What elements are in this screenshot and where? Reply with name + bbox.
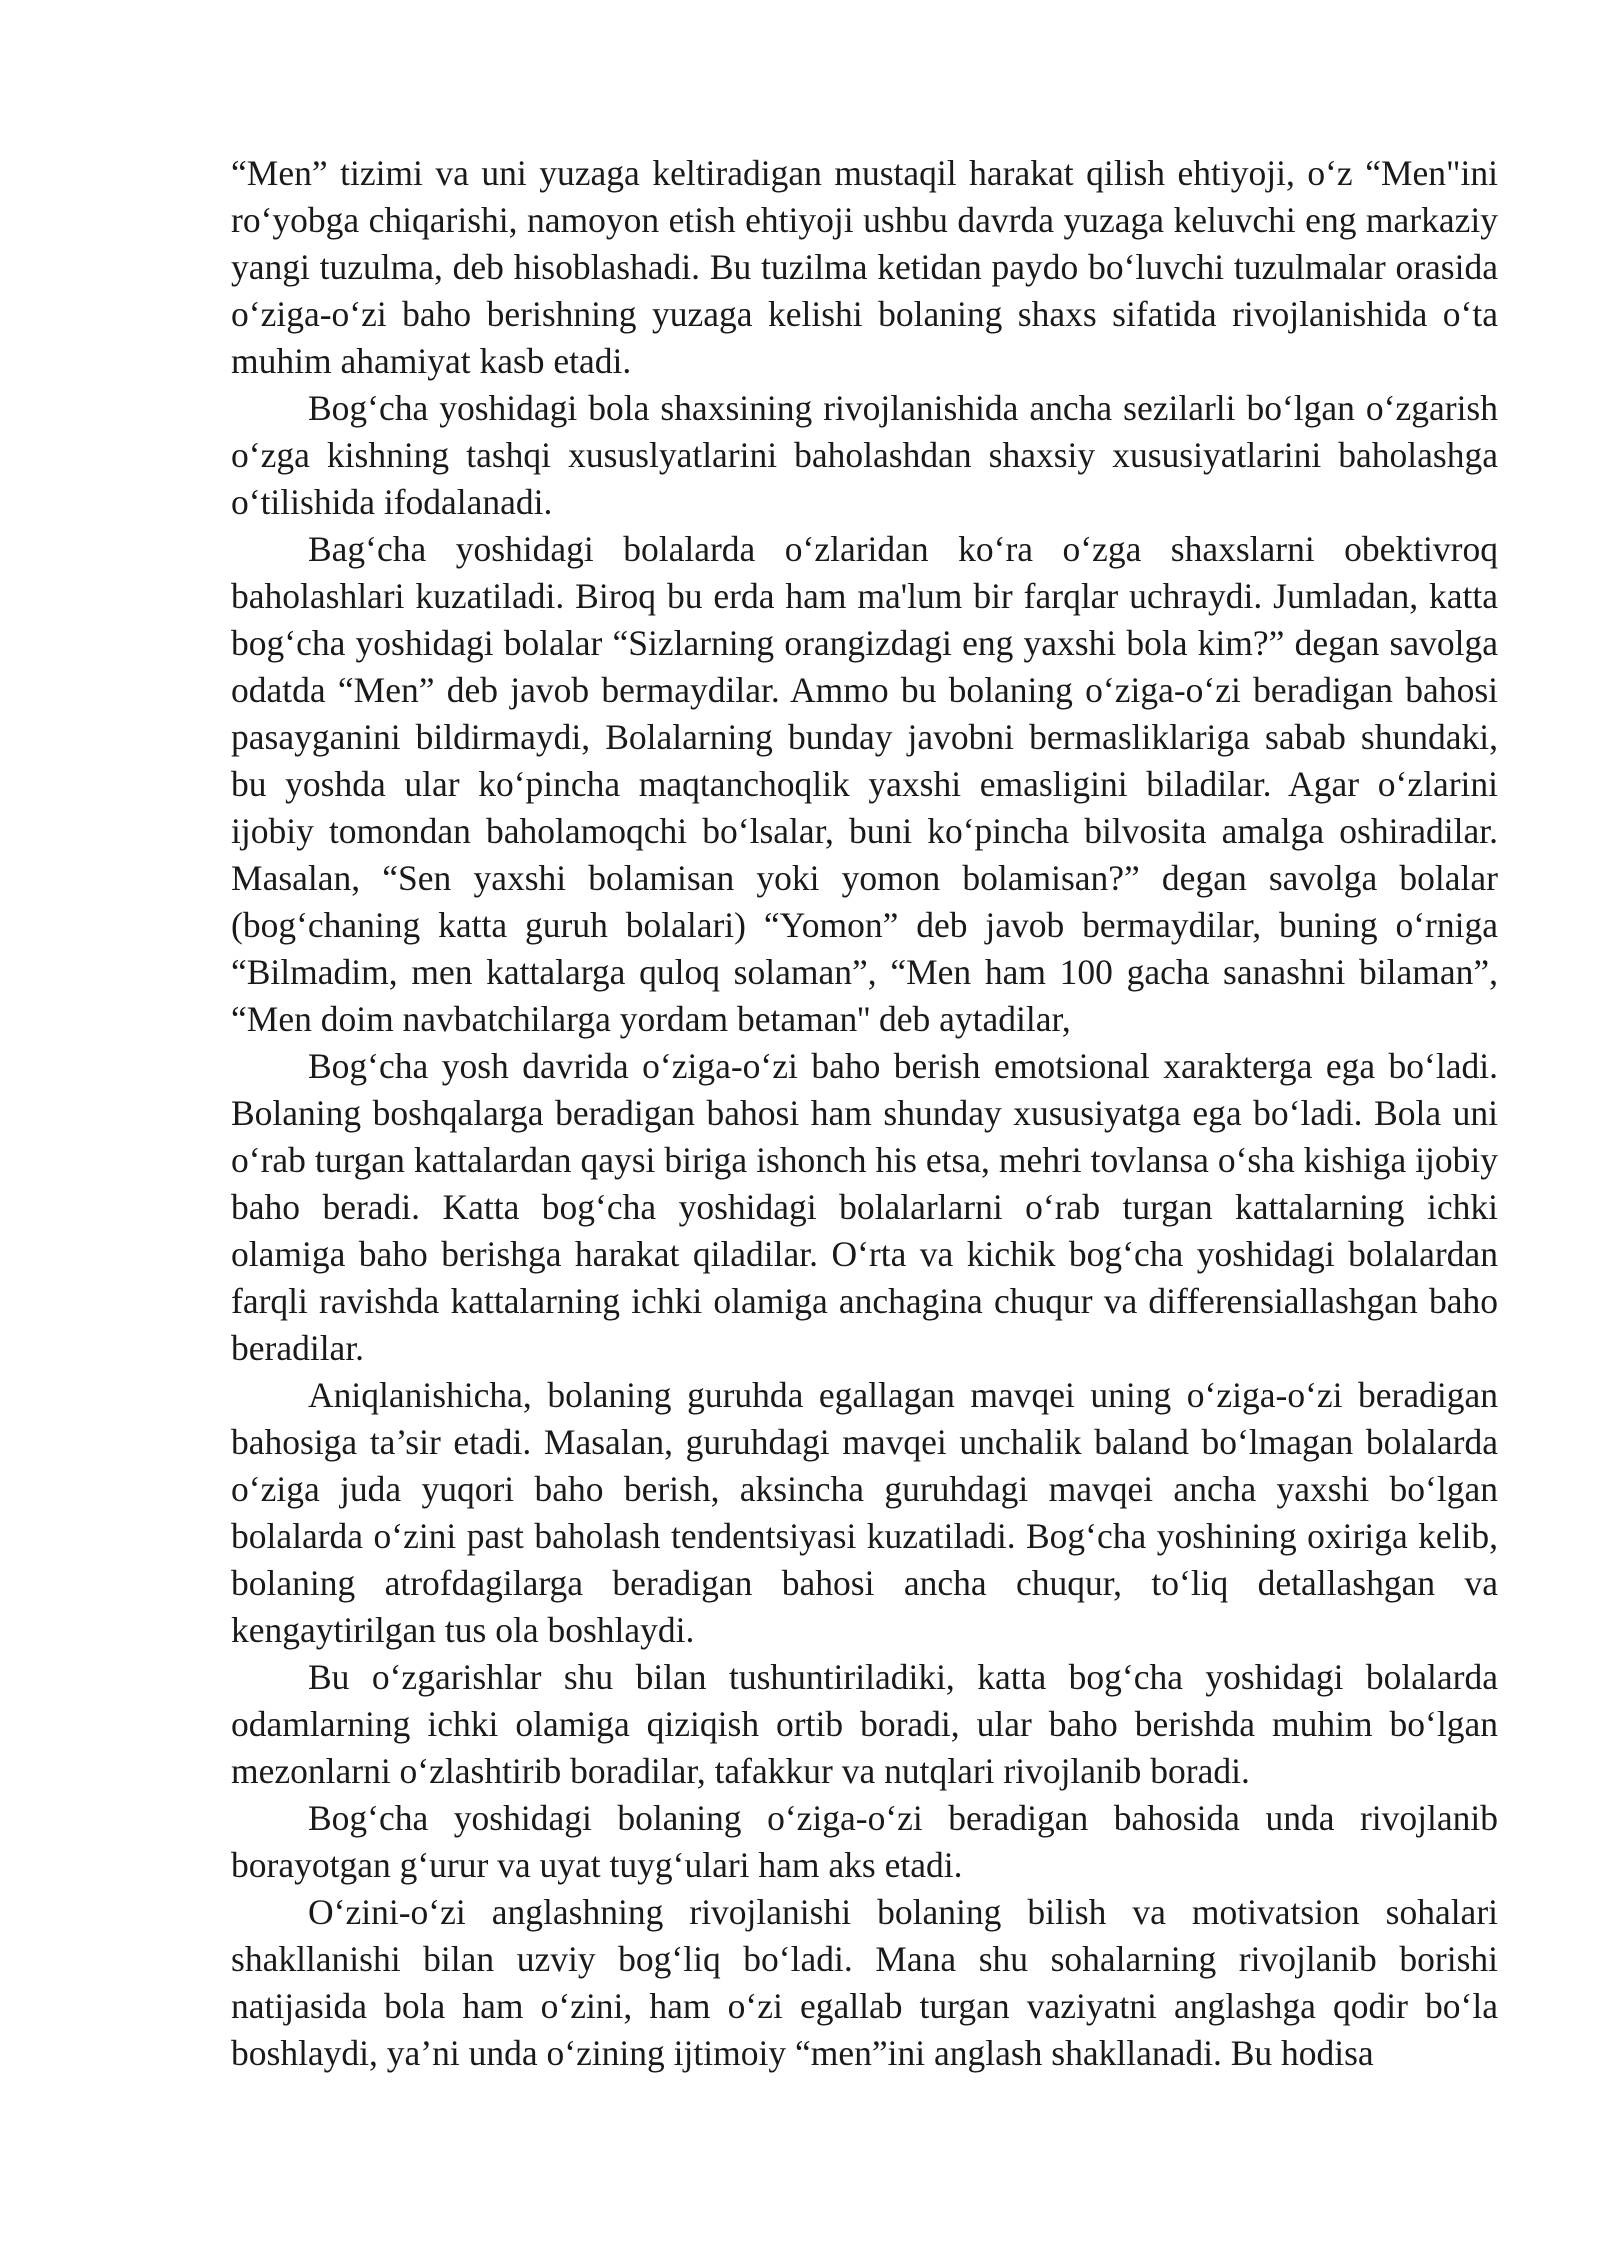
paragraph-8: O‘zini-o‘zi anglashning rivojlanishi bolaning bilish va motivatsion sohalari shakllanishi bilan uzviy bog‘liq bo‘ladi. Mana shu sohalarning rivojlanib borishi natijasida bola ham o‘zini, ham o‘zi egallab turgan vaziyatni anglashga qodir bo‘la boshlaydi, ya’ni unda o‘zining ijtimoiy “men”ini anglash shakllanadi. Bu hodisa — [231, 1892, 1498, 2073]
paragraph-3: Bag‘cha yoshidagi bolalarda o‘zlaridan ko‘ra o‘zga shaxslarni obektivroq baholashlari kuzatiladi. Biroq bu erda ham ma'lum bir farqlar uchraydi. Jumladan, katta bog‘cha yoshidagi bolalar “Sizlarning orangizdagi eng yaxshi bola kim?” degan savolga odatda “Men” deb javob bermaydilar. Ammo bu bolaning o‘ziga-o‘zi beradigan bahosi pasayganini bildirmaydi, Bolalarning bunday javobni bermasliklariga sabab shundaki, bu yoshda ular ko‘pincha maqtanchoqlik yaxshi emasligini biladilar. Agar o‘zlarini ijobiy tomondan baholamoqchi bo‘lsalar, buni ko‘pincha bilvosita amalga oshiradilar. Masalan, “Sen yaxshi bolamisan yoki yomon bolamisan?” degan savolga bolalar (bog‘chaning katta guruh bolalari) “Yomon” deb javob bermaydilar, buning o‘rniga “Bilmadim, men kattalarga quloq solaman”, “Men ham 100 gacha sanashni bilaman”, “Men doim navbatchilarga yordam betaman'' deb aytadilar, — [231, 529, 1498, 1039]
paragraph-6: Bu o‘zgarishlar shu bilan tushuntiriladiki, katta bog‘cha yoshidagi bolalarda odamlarning ichki olamiga qiziqish ortib boradi, ular baho berishda muhim bo‘lgan mezonlarni o‘zlashtirib boradilar, tafakkur va nutqlari rivojlanib boradi. — [231, 1657, 1498, 1791]
paragraph-7: Bog‘cha yoshidagi bolaning o‘ziga-o‘zi beradigan bahosida unda rivojlanib borayotgan g‘urur va uyat tuyg‘ulari ham aks etadi. — [231, 1798, 1498, 1885]
paragraph-5: Aniqlanishicha, bolaning guruhda egallagan mavqei uning o‘ziga-o‘zi beradigan bahosiga ta’sir etadi. Masalan, guruhdagi mavqei unchalik baland bo‘lmagan bolalarda o‘ziga juda yuqori baho berish, aksincha guruhdagi mavqei ancha yaxshi bo‘lgan bolalarda o‘zini past baholash tendentsiyasi kuzatiladi. Bog‘cha yoshining oxiriga kelib, bolaning atrofdagilarga beradigan bahosi ancha chuqur, to‘liq detallashgan va kengaytirilgan tus ola boshlaydi. — [231, 1375, 1498, 1650]
paragraph-1: “Men” tizimi va uni yuzaga keltiradigan mustaqil harakat qilish ehtiyoji, o‘z “Men"ini ro‘yobga chiqarishi, namoyon etish ehtiyoji ushbu davrda yuzaga keluvchi eng markaziy yangi tuzulma, deb hisoblashadi. Bu tuzilma ketidan paydo bo‘luvchi tuzulmalar orasida o‘ziga-o‘zi baho berishning yuzaga kelishi bolaning shaxs sifatida rivojlanishida o‘ta muhim ahamiyat kasb etadi. — [231, 153, 1498, 381]
paragraph-4: Bog‘cha yosh davrida o‘ziga-o‘zi baho berish emotsional xarakterga ega bo‘ladi. Bolaning boshqalarga beradigan bahosi ham shunday xususiyatga ega bo‘ladi. Bola uni o‘rab turgan kattalardan qaysi biriga ishonch his etsa, mehri tovlansa o‘sha kishiga ijobiy baho beradi. Katta bog‘cha yoshidagi bolalarlarni o‘rab turgan kattalarning ichki olamiga baho berishga harakat qiladilar. O‘rta va kichik bog‘cha yoshidagi bolalardan farqli ravishda kattalarning ichki olamiga anchagina chuqur va differensiallashgan baho beradilar. — [231, 1046, 1498, 1368]
paragraph-2: Bog‘cha yoshidagi bola shaxsining rivojlanishida ancha sezilarli bo‘lgan o‘zgarish o‘zga kishning tashqi xususlyatlarini baholashdan shaxsiy xususiyatlarini baholashga o‘tilishida ifodalanadi. — [231, 388, 1498, 522]
document-page — [231, 150, 1498, 2077]
